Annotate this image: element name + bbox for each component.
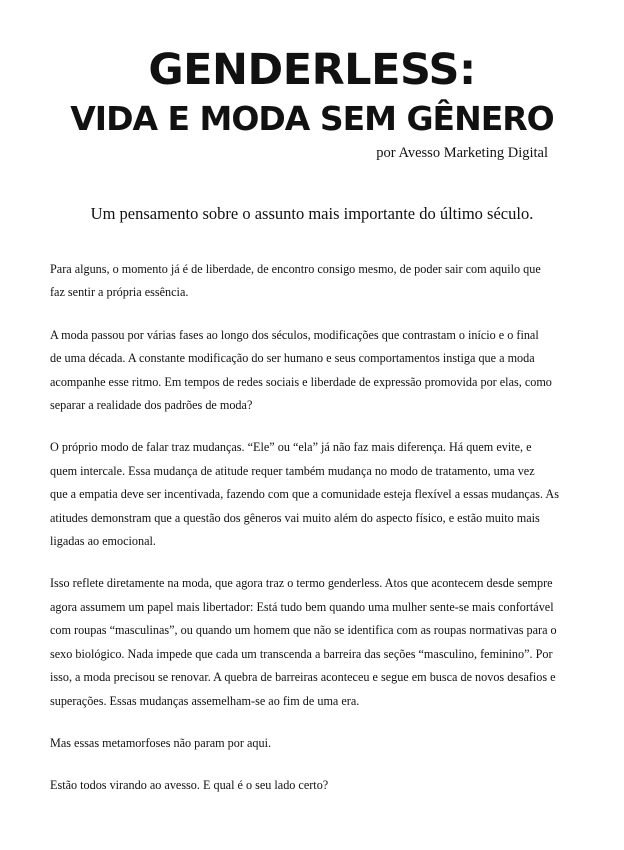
paragraph-line: A moda passou por várias fases ao longo dos séculos, modificações que contrastam o início e o final [50, 327, 539, 342]
paragraph-line: quem intercale. Essa mudança de atitude requer também mudança no modo de tratamento, uma vez [50, 463, 535, 478]
paragraph-line: superações. Essas mudanças assemelham-se ao fim de uma era. [50, 693, 360, 708]
paragraph-line: isso, a moda precisou se renovar. A quebra de barreiras aconteceu e segue em busca de novos desafios e [50, 670, 556, 685]
paragraph-line: atitudes demonstram que a questão dos gêneros vai muito além do aspecto físico, e estão muito mais [50, 510, 540, 525]
paragraph-line: com roupas “masculinas”, ou quando um homem que não se identifica com as roupas normativas para o [50, 623, 557, 638]
paragraph-line: Isso reflete diretamente na moda, que agora traz o termo genderless. Atos que acontecem desde sempre [50, 576, 553, 591]
paragraph-5 [50, 732, 580, 755]
paragraph-line: O próprio modo de falar traz mudanças. “Ele” ou “ela” já não faz mais diferença. Há quem evite, e [50, 440, 532, 455]
paragraph-line: ligadas ao emocional. [50, 534, 156, 549]
paragraph-3 [50, 436, 580, 553]
paragraph-line: Estão todos virando ao avesso. E qual é o seu lado certo? [50, 778, 329, 793]
paragraph-line: Para alguns, o momento já é de liberdade, de encontro consigo mesmo, de poder sair com aquilo que [50, 262, 541, 276]
paragraph-line: acompanhe esse ritmo. Em tempos de redes sociais e liberdade de expressão promovida por elas, como [50, 374, 552, 389]
paragraph-line: Mas essas metamorfoses não param por aqui. [50, 735, 272, 750]
paragraph-1 [50, 258, 580, 305]
article-body [50, 258, 580, 817]
title-line-2: VIDA E MODA SEM GÊNERO [70, 99, 554, 138]
title-line-1: GENDERLESS: [148, 45, 476, 95]
paragraph-line: sexo biológico. Nada impede que cada um transcenda a barreira das seções “masculino, feminino”. Por [50, 646, 553, 661]
byline: por Avesso Marketing Digital [376, 145, 548, 161]
paragraph-line: de uma década. A constante modificação do ser humano e seus comportamentos instiga que a moda [50, 351, 535, 366]
subtitle: Um pensamento sobre o assunto mais importante do último século. [90, 204, 534, 223]
paragraph-line: faz sentir a própria essência. [50, 285, 189, 300]
paragraph-line: que a empatia deve ser incentivada, fazendo com que a comunidade esteja flexível a essas mudanças. As [50, 487, 559, 502]
paragraph-line: agora assumem um papel mais libertador: Está tudo bem quando uma mulher sente-se mais confortável [50, 599, 554, 614]
paragraph-4 [50, 572, 580, 712]
paragraph-2 [50, 324, 580, 418]
paragraph-6 [50, 774, 580, 797]
paragraph-line: separar a realidade dos padrões de moda? [50, 398, 253, 413]
